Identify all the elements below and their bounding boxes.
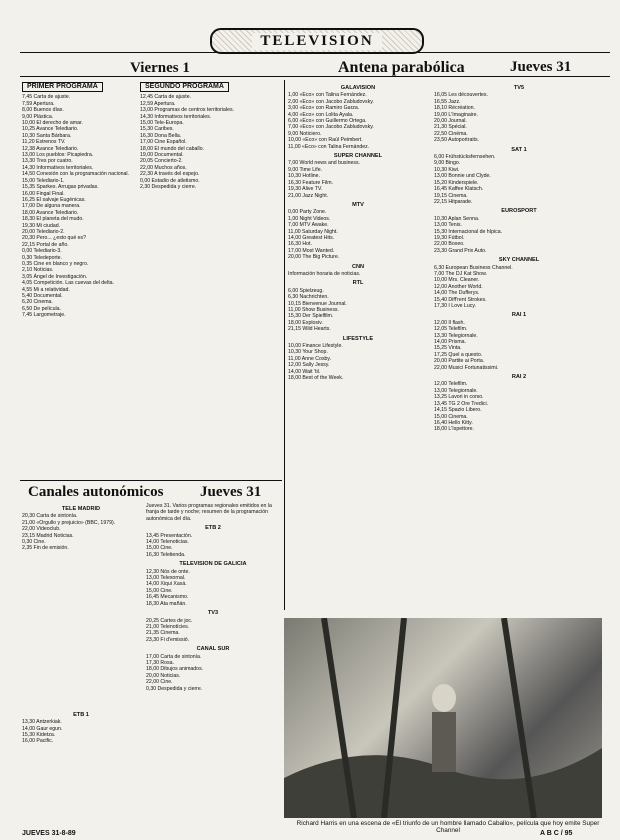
listing-item: 9,00 Bingo. [434, 160, 461, 167]
listing-item: 6,00 Frühstücksfernsehen. [434, 154, 496, 161]
listing-item: 15,30 Internacional de hípica. [434, 228, 503, 235]
listing-item: 20,30 Carta de sintonía. [22, 513, 78, 520]
eurosport-list [434, 216, 604, 254]
listing-item: 12,00 Il flash. [434, 319, 465, 326]
galavision-header: GALAVISION [340, 85, 376, 91]
listing-item: 10,30 Hotline. [288, 173, 321, 180]
listing-item: 22,00 Boxeo. [434, 241, 465, 248]
listing-item: 7,00 World news and business. [288, 160, 360, 167]
listing-item: 22,00 Muchos años. [140, 164, 187, 171]
listing-item: 13,00 Telegiornale. [434, 387, 478, 394]
listing-item: 22,50 Cinéma. [434, 130, 468, 137]
listing-item: 17,30 Rosa. [146, 659, 174, 666]
canal-sur-header: CANAL SUR [196, 646, 230, 653]
listing-item: 12,30 Nós de onte. [146, 568, 190, 575]
listing-item: 11,00 Saturday Night. [288, 228, 338, 235]
primer-programa-column [22, 82, 134, 477]
segundo-title: SEGUNDO PROGRAMA [140, 82, 229, 92]
listing-item: 11,00 Anne Cosby. [288, 355, 332, 362]
listing-item: 18,30 Ata mañán. [146, 600, 187, 607]
listing-item: 16,25 El salvaje Eugénicas. [22, 196, 86, 203]
primer-list [22, 94, 134, 318]
listing-item: 20,25 Cartes de joc. [146, 617, 193, 624]
listing-item: 14,00 Greatest Hits. [288, 234, 335, 241]
listing-item: 21,00 «Orgullo y prejuicio» (BBC, 1979). [22, 519, 116, 526]
sat1-header: SAT 1 [511, 146, 527, 153]
listing-item: 19,00 L'Imaginaire. [434, 111, 478, 118]
tv5-list [434, 92, 604, 143]
rtl-header: RTL [352, 280, 364, 287]
listing-item: 6,00 «Eco» con Guillermo Ortega. [288, 118, 367, 125]
listing-item: 18,00 El mundo del caballo. [140, 145, 205, 152]
footer-date: JUEVES 31-8-89 [22, 830, 76, 837]
listing-item: 7,45 Largometraje. [22, 312, 66, 319]
divider [20, 76, 610, 77]
eurosport-header: EUROSPORT [501, 208, 537, 215]
listing-item: 6,50 De película. [22, 305, 61, 312]
listing-item: 15,30 Caribes. [140, 126, 174, 133]
listing-item: 4,55 Mi a relatividad. [22, 286, 70, 293]
listing-item: 13,00 Tenis. [434, 222, 462, 229]
listing-item: 7,00 «Eco» con Jacobo Zabludovsky. [288, 124, 374, 131]
listing-item: 14,00 Xiqui Xaxá. [146, 581, 187, 588]
rtl-list [288, 288, 428, 333]
listing-item: 15,00 Cine. [146, 587, 173, 594]
listing-item: 17,00 Cine Español. [140, 139, 187, 146]
listing-item: 15,00 Tele-Europa. [140, 120, 184, 127]
listing-item: 9,00 Time Life. [288, 166, 323, 173]
listing-item: 0,30 Cine. [22, 539, 46, 546]
cnn-list [288, 271, 428, 277]
listing-item: 15,20 Kinderspiele. [434, 179, 479, 186]
listing-item: 15,25 Vinta. [434, 345, 462, 352]
galicia-list [146, 569, 280, 607]
listing-item: 14,00 Gaur egun. [22, 725, 63, 732]
listing-item: 20,00 Journal. [434, 118, 467, 125]
listing-item: 21,00 Telenotícies. [146, 623, 190, 630]
listing-item: 16,30 Hot. [288, 241, 312, 248]
listing-item: 6,30 Nachrichten. [288, 294, 329, 301]
listing-item: 18,00 L'Ispettore. [434, 426, 474, 433]
listing-item: 7,59 Apertura. [22, 100, 55, 107]
listing-item: 17,25 Quel a questo. [434, 351, 483, 358]
listing-item: 20,05 Concierto-2. [140, 158, 183, 165]
listing-item: 11,00 «Eco» con Talina Fernández. [288, 143, 370, 150]
listing-item: 18,30 El planeta del mudo. [22, 216, 84, 223]
listing-item: 0,00 Party Zone. [288, 209, 327, 216]
listing-item: 17,00 De alguna manera. [22, 203, 81, 210]
rai2-list [434, 381, 604, 432]
photo-caption: Richard Harris en una escena de «El triunfo de un hombre llamado Caballo», película que hoy emite Super Channel [296, 820, 600, 834]
listing-item: 7,45 Carta de ajuste. [22, 94, 71, 101]
rai2-header: RAI 2 [511, 374, 527, 381]
listing-item: 12,45 Carta de ajuste. [140, 94, 192, 101]
listing-item: 1,00 «Eco» con Talina Fernández. [288, 92, 367, 99]
listing-item: 13,00 Los pueblos: Picapiedra. [22, 152, 94, 159]
autonomicos-left-column [22, 503, 140, 825]
left-date-header: Viernes 1 [130, 60, 190, 76]
listing-item: 19,30 Alive TV. [288, 186, 323, 193]
listing-item: 6,20 Cinema. [22, 299, 53, 306]
etb2-list [146, 533, 280, 559]
listing-item: 20,00 Partite ai Porta. [434, 358, 485, 365]
super-header: SUPER CHANNEL [333, 153, 383, 160]
film-still-photo [284, 618, 602, 818]
listing-item: 22,30 A través del espejo. [140, 171, 200, 178]
canal-sur-list [146, 654, 280, 692]
autonomicos-title: Canales autonómicos [28, 484, 164, 500]
listing-item: 15,00 Cinema. [434, 413, 468, 420]
autonomicos-mid-column [146, 503, 280, 825]
listing-item: 13,25 Lavori in corso. [434, 394, 484, 401]
tele-madrid-list [22, 513, 140, 551]
listing-item: 1,00 Night Videos. [288, 215, 331, 222]
listing-item: 10,00 «Eco» con Raúl Peimbert. [288, 137, 363, 144]
galavision-list [288, 92, 428, 150]
listing-item: 0,00 Estadio de atletismo. [140, 177, 200, 184]
mtv-header: MTV [352, 201, 364, 208]
listing-item: 23,30 Grand Prix Auto. [434, 247, 487, 254]
listing-item: 12,05 Telefilm. [434, 326, 468, 333]
listing-item: 9,00 Noticiero. [288, 130, 322, 137]
listing-item: 22,00 Cine. [146, 679, 173, 686]
listing-item: 16,30 Feature Film. [288, 179, 333, 186]
listing-item: 13,45 Presentación. [146, 532, 193, 539]
listing-item: 10,25 Avance Telediario. [22, 126, 79, 133]
listing-item: 19,00 Documental. [140, 152, 184, 159]
divider [284, 80, 285, 610]
rai1-list [434, 320, 604, 371]
listing-item: 16,40 Hello Kitty. [434, 419, 473, 426]
listing-item: 14,30 Informativos territoriales. [140, 113, 212, 120]
listing-item: 13,45 TG 2 Ore Tredici. [434, 400, 489, 407]
antena-right-column [434, 82, 604, 612]
listing-item: 20,00 Telediario-2. [22, 228, 65, 235]
listing-item: 10,00 Finance Lifestyle. [288, 343, 343, 350]
listing-item: 15,00 Cine. [146, 545, 173, 552]
lifestyle-list [288, 343, 428, 381]
tv3-list [146, 618, 280, 644]
listing-item: 6,30 European Business Channel. [434, 264, 513, 271]
listing-item: 9,00 Plástica. [22, 113, 54, 120]
listing-item: 23,50 Autoportraits. [434, 137, 479, 144]
listing-item: 21,35 Cinema. [146, 630, 180, 637]
listing-item: 10,30 Kiwi. [434, 166, 460, 173]
listing-item: 22,00 Videoclub. [22, 526, 61, 533]
listing-item: 16,45 Mecanismo. [146, 594, 189, 601]
etb1-header: ETB 1 [73, 711, 89, 718]
listing-item: 20,00 Noticias. [146, 672, 181, 679]
segundo-programa-column [140, 82, 280, 477]
listing-item: 16,00 Pacific. [22, 738, 54, 745]
tv3-header: TV3 [207, 610, 219, 617]
tele-madrid-header: TELE MADRID [61, 506, 101, 512]
listing-item: 18,00 Best of the Week. [288, 375, 344, 382]
listing-item: 5,40 Documental. [22, 293, 63, 299]
listing-item: 8,00 Buenos días. [22, 107, 64, 114]
listing-item: 16,30 Teletienda. [146, 551, 186, 558]
listing-item: 22,15 Portal de año. [22, 241, 69, 248]
listing-item: 15,30 Kidetza. [22, 732, 56, 739]
right-title: Antena parabólica [338, 59, 465, 76]
segundo-list [140, 94, 280, 190]
listing-item: 16,45 Kaffee Klatsch. [434, 186, 484, 193]
primer-title: PRIMER PROGRAMA [22, 82, 103, 92]
listing-item: 11,00 Show Business. [288, 307, 339, 313]
listing-item: 23,30 Fi d'emissió. [146, 636, 190, 643]
section-banner [210, 28, 424, 54]
listing-item: 19,15 Cinema. [434, 192, 468, 199]
listing-item: 23,15 Madrid Noticias. [22, 532, 74, 539]
listing-item: 13,00 Bonnie und Clyde. [434, 173, 491, 180]
mid-copy: Jueves 31. Varios programas regionales emitidos en la franja de tarde y noche; resumen de la programación autonómica del día. [146, 503, 272, 522]
listing-item: 3,00 «Eco» con Ramiro Garza. [288, 105, 360, 112]
rai1-header: RAI 1 [511, 312, 527, 319]
divider [20, 480, 282, 481]
listing-item: 15,30 Der Spielfilm. [288, 313, 334, 320]
listing-item: 19,30 Mi ciudad. [22, 222, 61, 229]
listing-item: 0,30 Teledeporte. [22, 254, 62, 261]
listing-item: 18,10 Récréation. [434, 105, 475, 112]
sky-list [434, 265, 604, 310]
listing-item: 12,59 Apertura. [140, 100, 176, 107]
listing-item: 14,30 Informativos territoriales. [22, 164, 94, 171]
listing-item: 14,00 The Dufferys. [434, 290, 480, 297]
listing-item: 3,05 Ángel de Investigación. [22, 273, 88, 280]
listing-item: 17,00 Carta de sintonía. [146, 653, 202, 660]
listing-item: 14,00 Wait 'til. [288, 368, 321, 375]
listing-item: 16,00 Fingal Final. [22, 190, 65, 197]
listing-item: 13,30 Antzerkiak. [22, 719, 62, 726]
listing-item: 21,00 Jazz Night. [288, 192, 329, 199]
listing-item: 0,30 Despedida y cierre. [146, 685, 203, 692]
listing-item: 13,30 Tres por cuatro. [22, 158, 73, 165]
listing-item: 12,00 Telefilm. [434, 381, 468, 388]
listing-item: 10,30 Aplan Senna. [434, 215, 480, 222]
listing-item: 13,00 Telexornal. [146, 575, 186, 582]
listing-item: 15,00 Telediario-1. [22, 177, 65, 184]
listing-item: 4,00 «Eco» con Lolita Ayala. [288, 111, 354, 118]
listing-item: 10,00 Mrs. Cleaner. [434, 277, 480, 284]
divider [20, 52, 610, 53]
cnn-header: CNN [351, 263, 365, 270]
listing-item: 12,00 Sally Jessy. [288, 362, 330, 369]
etb1-list [22, 719, 140, 745]
antena-left-column [288, 82, 428, 612]
listing-item: 11,20 Estrenos TV. [22, 139, 66, 146]
galicia-header: TELEVISION DE GALICIA [179, 561, 247, 568]
listing-item: Información horaria de noticias. [288, 270, 361, 277]
listing-item: 10,30 Santa Bárbara. [22, 132, 72, 139]
mtv-list [288, 209, 428, 260]
listing-item: 14,15 Spazio Libero. [434, 407, 482, 414]
sky-header: SKY CHANNEL [498, 257, 540, 264]
listing-item: 2,00 «Eco» con Jacobo Zabludovsky. [288, 98, 374, 105]
sat1-list [434, 154, 604, 205]
listing-item: 13,00 Programas de centros territoriales. [140, 107, 234, 114]
listing-item: 21,30 Spécial. [434, 124, 467, 131]
photo-illustration [284, 618, 602, 818]
listing-item: 12,00 Another World. [434, 283, 483, 290]
listing-item: 0,35 Cine en blanco y negro. [22, 260, 89, 267]
listing-item: 14,50 Conexión con la programación nacional. [22, 171, 129, 178]
listing-item: 18,00 Explosiv. [288, 319, 323, 326]
listing-item: 2,30 Despedida y cierre. [140, 184, 197, 191]
etb2-header: ETB 2 [205, 525, 221, 532]
listing-item: 14,00 Prisma. [434, 339, 467, 346]
super-list [288, 160, 428, 198]
listing-item: 22,00 Musici Fortunatissimi. [434, 364, 499, 371]
listing-item: 4,05 Competición. Las cuevas del delta. [22, 280, 114, 287]
listing-item: 21,15 Wild Hearts. [288, 326, 331, 333]
listing-item: 20,00 The Big Picture. [288, 254, 340, 261]
listing-item: 6,00 Spielzeug. [288, 287, 324, 294]
listing-item: 16,55 Jazz. [434, 98, 461, 105]
listing-item: 10,00 El derecho de amar. [22, 120, 83, 127]
listing-item: 18,00 Avance Telediario. [22, 209, 79, 216]
listing-item: 18,00 Dibujos animados. [146, 666, 204, 673]
listing-item: 16,30 Dona Bella. [140, 132, 182, 139]
listing-item: 10,15 Bienvenue Journal. [288, 300, 347, 307]
right-date: Jueves 31 [510, 59, 572, 75]
lifestyle-header: LIFESTYLE [342, 335, 374, 342]
listing-item: 2,35 Fin de emisión. [22, 545, 69, 552]
listing-item: 2,10 Noticias. [22, 267, 54, 274]
listing-item: 12,38 Avance Telediario. [22, 145, 79, 152]
listing-item: 20,30 Pero... ¿esto qué es? [22, 235, 87, 242]
listing-item: 16,05 Les découvertes. [434, 92, 488, 99]
banner-title: TELEVISION [252, 33, 381, 50]
listing-item: 13,30 Telegiornale. [434, 332, 478, 339]
listing-item: 15,35 Sparkes. Arrugas privadas. [22, 184, 99, 191]
listing-item: 7,00 MTV Awake. [288, 222, 329, 229]
listing-item: 0,00 Telediario-3. [22, 248, 62, 255]
tv5-header: TV5 [513, 85, 525, 91]
listing-item: 15,40 Diff'rent Strokes. [434, 296, 487, 303]
listing-item: 17,30 I Love Lucy. [434, 303, 477, 309]
listing-item: 10,30 Your Shop. [288, 349, 328, 356]
listing-item: 7,00 The DJ Kat Show. [434, 270, 487, 277]
autonomicos-date: Jueves 31 [200, 484, 262, 500]
listing-item: 14,00 Telenoticias. [146, 539, 189, 546]
listing-item: 22,15 Hitparade. [434, 198, 473, 205]
listing-item: 19,30 Fútbol. [434, 234, 465, 241]
footer-page: A B C / 95 [540, 830, 573, 837]
listing-item: 17,00 Most Wanted. [288, 247, 335, 254]
